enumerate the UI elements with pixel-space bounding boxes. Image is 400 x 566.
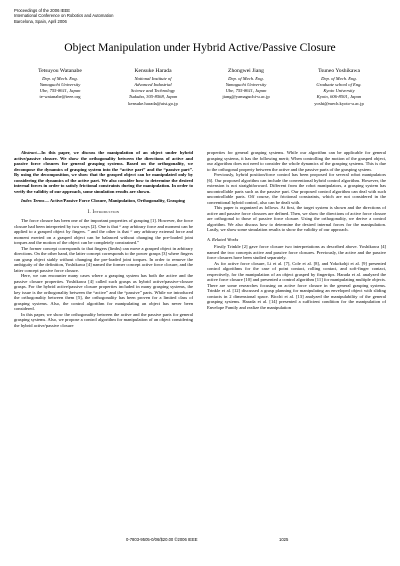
abstract-label: Abstract — [21, 150, 37, 155]
index-terms-text: — Active/Passive Force Closure, Manipulation, Orthogonality, Grasping — [44, 198, 185, 204]
author-4 — [293, 68, 385, 107]
proceedings-line-3: Barcelona, Spain, April 2006 — [14, 18, 67, 24]
author-org: Graduate school of Eng. — [316, 81, 362, 87]
author-org: Yamaguchi University — [39, 81, 81, 87]
isbn-copyright: 0-7803-9505-0/06/$20.00 ©2006 IEEE — [126, 537, 198, 542]
author-email: jiang@yamaguchi-u.ac.jp — [222, 94, 270, 100]
author-email: yoshi@mech.kyoto-u.ac.jp — [314, 100, 364, 106]
author-name: Kensuke Harada — [134, 68, 172, 74]
author-name: Zhongwei Jiang — [228, 68, 264, 74]
author-1 — [14, 68, 106, 101]
index-terms-label: Index Terms — [21, 198, 45, 204]
proceedings-line-1: Proceedings of the 2006 IEEE — [14, 8, 71, 13]
index-terms — [14, 198, 193, 204]
abstract — [14, 150, 193, 194]
author-email: te-watanabe@ieee.org — [39, 94, 81, 100]
author-2 — [107, 68, 199, 107]
author-name: Tsuneo Yoshikawa — [318, 68, 360, 74]
author-org: Yamaguchi University — [225, 81, 267, 87]
author-dept: Dep. of Mech. Eng. — [42, 75, 78, 81]
intro-paragraph-5: properties for general grasping systems. While our algorithm can be applicable for general grasping systems, it has the following merit; When controlling the motion of the grasped object, our algorithm does not need to consider the whole dynamics of the grasping systems. This is due to the orthogonal property between the active and the passive parts of the grasping system. — [207, 150, 386, 172]
right-column — [207, 150, 386, 530]
author-block — [14, 68, 386, 108]
intro-paragraph-7: This paper is organized as follows. At first, the target system is shown and the directions of active and passive force closures are defined. Then, we show the directions of active force closure are orthogonal to those of passive force closure. Using the orthogonality, we derive a control algorithm. We also discuss how to determine the desired internal forces for the manipulation. Lastly, we show some simulation results to show the validity of our approach. — [207, 205, 386, 233]
abstract-text: —In this paper, we discuss the manipulation of an object under hybrid active/passive closure. We show the orthogonality between the directions of active and passive force closures for general grasping systems. Based on the orthogonality, we decompose the dynamics of grasping system into the “active part” and the “passive part”. By using the decomposition, we show that the grasped object can be manipulated only by considering the dynamics of the active part. We also consider how to determine the desired internal forces in order to satisfy frictional constraints during the manipulation. In order to verify the validity of our approach, some simulation results are shown. — [14, 150, 193, 194]
paper-title: Object Manipulation under Hybrid Active/Passive Closure — [64, 41, 336, 54]
author-addr: Ube, 755-8611, Japan — [225, 88, 267, 94]
author-extra: Tsukuba, 305-8568, Japan — [128, 94, 178, 100]
proceedings-line-2: International Conference on Robotics and Automation — [14, 13, 114, 19]
intro-paragraph-1: The force closure has been one of the important properties of grasping [1]. However, the force closure had been interpreted by two ways [2]. One is that “ any arbitrary force and moment can be applied to a grasped object by fingers. ” and the other is that “ any arbitrary external force and moment exerted on a grasped object can be balanced without changing the pre-loaded joint torques and the motion of the object can be completely constrained.” — [14, 218, 193, 246]
author-extra: Kyoto, 606-8501, Japan — [316, 94, 362, 100]
section-heading-introduction: I. Introduction — [87, 209, 120, 215]
author-name: Tetsuyou Watanabe — [38, 68, 82, 74]
author-addr: Kyoto University — [323, 88, 355, 94]
intro-paragraph-2: The former concept corresponds to that fingers (limbs) can move a grasped object in arbitrary directions. On the other hand, the latter concept corresponds to the power grasps [3] where fingers can grasp object stably without changing the pre-loaded joint torques. In order to remove the ambiguity of the definition, Yoshikawa [4] named the former concept active force closure, and the latter concept passive force closure. — [14, 245, 193, 273]
page-number: 1025 — [279, 537, 289, 542]
author-addr: Ube, 755-8611, Japan — [39, 88, 81, 94]
author-dept: National Institute of — [134, 75, 172, 81]
author-3 — [200, 68, 292, 101]
related-paragraph-2: As for active force closure, Li et al. [7], Cole et al. [8], and Yokokohji et al. [9] presented control algorithms for the case of point contact, rolling contact, and soft-finger contact, respectively, for the manipulation of an object grasped by fingertips. Harada et al. analyzed the active force closure [10] and presented a control algorithm [11] for manipulating multiple objects. There are some researches focusing on active force closure in the general grasping systems. Trinkle et al. [12] discussed a grasp planning for manipulating an enveloped object with sliding contacts in 2 dimensional space. Bicchi et al. [13] analyzed the manipulability of the general grasping systems. Harada et al. [14] presented a sufficient condition for the manipulation of Envelope Family and realize the manipulation — [207, 260, 386, 310]
intro-paragraph-4: In this paper, we show the orthogonality between the active and the passive parts for general grasping systems. Also, we propose a control algorithm for manipulation of an object considering the hybrid active/passive closure — [14, 311, 193, 328]
page-footer — [0, 537, 400, 545]
proceedings-header — [14, 8, 113, 24]
author-dept: Dep. of Mech. Eng. — [321, 75, 357, 81]
intro-paragraph-6: Previously, hybrid position/force control has been proposed for several robot manipulators [6]. Our proposed algorithm can include the conventional hybrid control algorithm. However, the extension is not straightforward. Different from the robot manipulators, a grasping system has uncontrollable parts such as the passive part. Our proposed control algorithm can deal with such uncontrollable parts. Off course, the frictional constraints, which are not considered in the conventional hybrid control, also can be dealt with. — [207, 172, 386, 205]
intro-paragraph-3: Here, we can encounter many cases where a grasping system has both the active and the passive closure properties. Yoshikawa [4] called such grasps as hybrid active/passive-closure grasps. For the hybrid active/passive closure properties included in many grasping systems, the key issue is the orthogonality between the “active” and the “passive” parts. While we introduced the orthogonality between them [5], the orthogonality has been proven for a limited class of grasping systems. Also, the control algorithm for manipulating an object has never been considered. — [14, 273, 193, 312]
author-dept: Dep. of Mech. Eng. — [228, 75, 264, 81]
author-org: Advanced Industrial — [134, 81, 172, 87]
author-email: kensuke.harada@aist.go.jp — [128, 100, 178, 106]
left-column — [14, 150, 193, 530]
subsection-heading-related-works: A. Related Works — [207, 236, 239, 242]
author-addr: Science and Technology — [130, 88, 176, 94]
related-paragraph-1: Firstly Trinkle [2] gave force closure two interpretations as described above. Yoshikawa [4] named the two concepts active and passive force closures. Previously, the active and the passive force closures have been studied separately. — [207, 244, 386, 261]
